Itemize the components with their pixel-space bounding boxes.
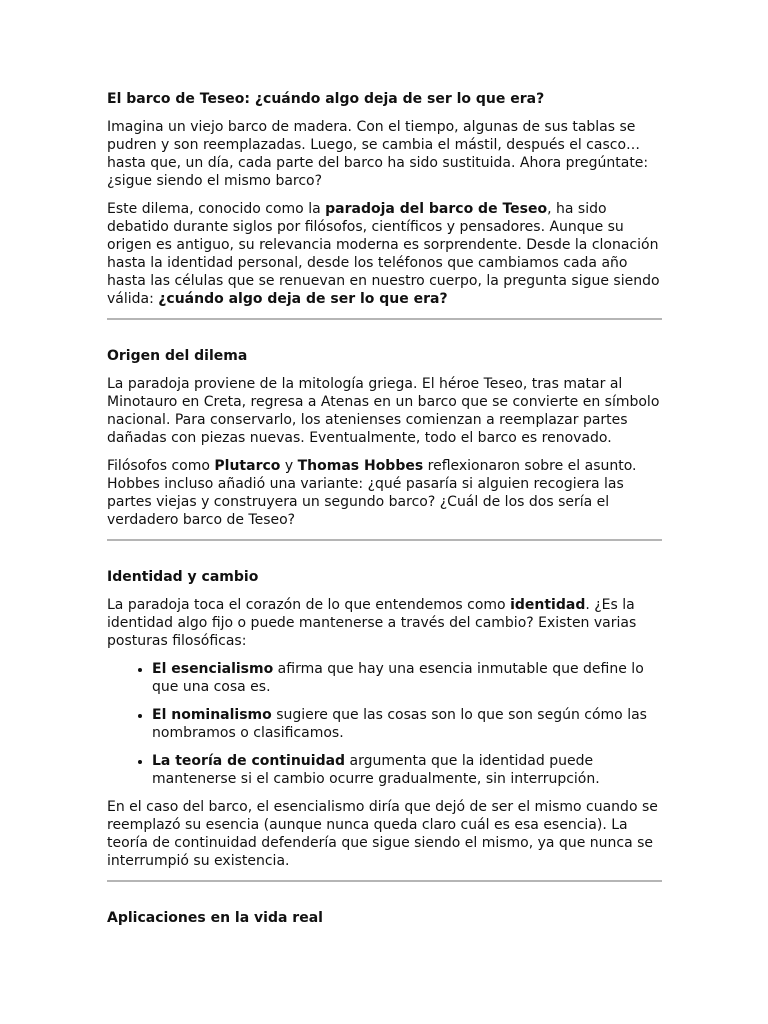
text-run: sugiere que las cosas son lo que son según cómo las nombramos o clasificamos. xyxy=(152,707,647,741)
paragraph: En el caso del barco, el esencialismo diría que dejó de ser el mismo cuando se reemplazó su esencia (aunque nunca queda claro cuál es esa esencia). La teoría de continuidad defendería que sigue siendo el mismo, ya que nunca se interrumpió su existencia. xyxy=(107,799,658,869)
paragraph xyxy=(107,596,662,650)
text-run: reflexionaron sobre el asunto. Hobbes incluso añadió una variante: ¿qué pasaría si alguien recogiera las partes viejas y construyera un segundo barco? ¿Cuál de los dos sería el verdadero barco de Teseo? xyxy=(107,458,637,528)
list-item xyxy=(152,660,662,696)
document-page xyxy=(107,90,662,937)
bold-text: Plutarco xyxy=(214,458,281,474)
paragraph xyxy=(107,200,662,308)
bold-text: identidad xyxy=(510,597,586,613)
bold-text: El esencialismo xyxy=(152,661,274,677)
bold-text: El nominalismo xyxy=(152,707,272,723)
section-title: Aplicaciones en la vida real xyxy=(107,910,323,926)
paragraph xyxy=(107,457,662,529)
text-run: . ¿Es la identidad algo fijo o puede mantenerse a través del cambio? Existen varias posturas filosóficas: xyxy=(107,597,637,649)
text-run: Filósofos como xyxy=(107,458,215,474)
section-divider xyxy=(107,318,662,320)
text-run: La paradoja toca el corazón de lo que entendemos como xyxy=(107,597,511,613)
section-title: El barco de Teseo: ¿cuándo algo deja de ser lo que era? xyxy=(107,91,545,107)
text-run: argumenta que la identidad puede mantenerse si el cambio ocurre gradualmente, sin interrupción. xyxy=(152,753,600,787)
section-title: Origen del dilema xyxy=(107,348,248,364)
text-run: y xyxy=(280,458,298,474)
text-run: afirma que hay una esencia inmutable que define lo que una cosa es. xyxy=(152,661,644,695)
section-identidad xyxy=(107,568,662,870)
section-origen xyxy=(107,347,662,529)
section-title: Identidad y cambio xyxy=(107,569,259,585)
bold-text: paradoja del barco de Teseo xyxy=(325,201,548,217)
text-run: , ha sido debatido durante siglos por filósofos, científicos y pensadores. Aunque su origen es antiguo, su relevancia moderna es sorprendente. Desde la clonación hasta la identidad personal, desde los teléfonos que cambiamos cada año hasta las células que se renuevan en nuestro cuerpo, la pregunta sigue siendo válida: xyxy=(107,201,660,307)
section-divider xyxy=(107,539,662,541)
list-item xyxy=(152,706,662,742)
paragraph: La paradoja proviene de la mitología griega. El héroe Teseo, tras matar al Minotauro en Creta, regresa a Atenas en un barco que se convierte en símbolo nacional. Para conservarlo, los atenienses comienzan a reemplazar partes dañadas con piezas nuevas. Eventualmente, todo el barco es renovado. xyxy=(107,376,660,446)
section-aplicaciones xyxy=(107,909,662,927)
bold-text: La teoría de continuidad xyxy=(152,753,346,769)
section-intro xyxy=(107,90,662,308)
text-run: Este dilema, conocido como la xyxy=(107,201,326,217)
section-divider xyxy=(107,880,662,882)
bullet-list xyxy=(107,660,662,788)
paragraph: Imagina un viejo barco de madera. Con el tiempo, algunas de sus tablas se pudren y son reemplazadas. Luego, se cambia el mástil, después el casco… hasta que, un día, cada parte del barco ha sido sustituida. Ahora pregúntate: ¿sigue siendo el mismo barco? xyxy=(107,119,649,189)
bold-text: ¿cuándo algo deja de ser lo que era? xyxy=(158,291,448,307)
list-item xyxy=(152,752,662,788)
bold-text: Thomas Hobbes xyxy=(297,458,424,474)
